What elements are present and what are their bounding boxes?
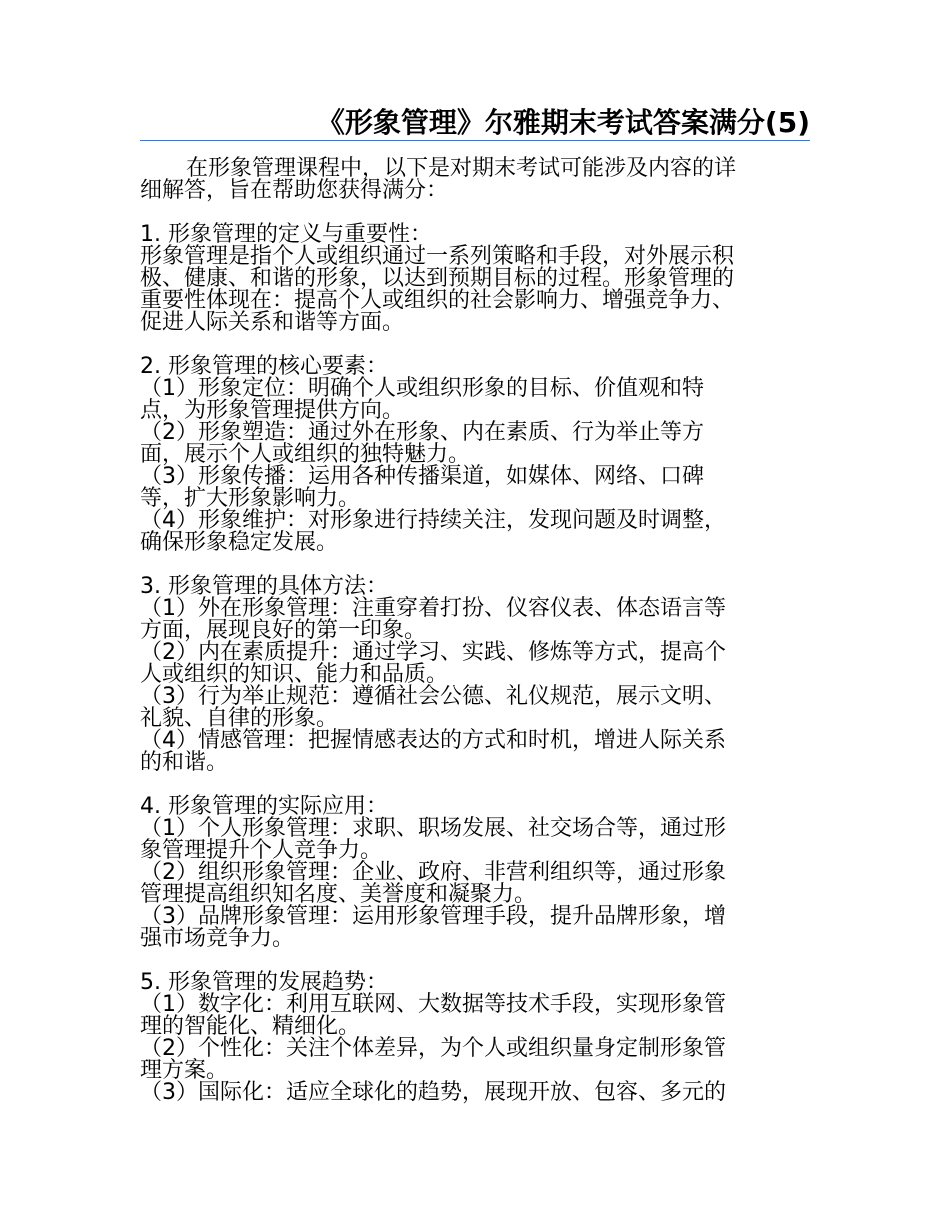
document-title: 《形象管理》尔雅期末考试答案满分(5) (316, 106, 810, 139)
section-line: （3）国际化：适应全球化的趋势，展现开放、包容、多元的 (140, 1080, 726, 1105)
section-line: 促进人际关系和谐等方面。 (140, 310, 405, 335)
section-line: 极、健康、和谐的形象，以达到预期目标的过程。形象管理的 (140, 266, 735, 291)
section-line: （4）情感管理：把握情感表达的方式和时机，增进人际关系 (140, 728, 726, 753)
section-line: （2）内在素质提升：通过学习、实践、修炼等方式，提高个 (140, 640, 726, 665)
section-line: 形象管理是指个人或组织通过一系列策略和手段，对外展示积 (140, 244, 735, 269)
section-line: （3）行为举止规范：遵循社会公德、礼仪规范，展示文明、 (140, 684, 726, 709)
section-heading: 3. 形象管理的具体方法： (140, 574, 388, 599)
section-line: （2）个性化：关注个体差异，为个人或组织量身定制形象管 (140, 1036, 726, 1061)
document-body (140, 158, 812, 1104)
paragraph-gap (140, 554, 812, 576)
intro-line: 在形象管理课程中，以下是对期末考试可能涉及内容的详 (186, 156, 737, 181)
section-line: 礼貌、自律的形象。 (140, 706, 339, 731)
section-line: （4）形象维护：对形象进行持续关注，发现问题及时调整， (140, 508, 726, 533)
section-heading: 1. 形象管理的定义与重要性： (140, 222, 432, 247)
section-methods (140, 576, 812, 774)
section-line: （1）外在形象管理：注重穿着打扮、仪容仪表、体态语言等 (140, 596, 726, 621)
section-trends (140, 972, 812, 1104)
section-line: （1）个人形象管理：求职、职场发展、社交场合等，通过形 (140, 816, 726, 841)
section-line: 理方案。 (140, 1058, 229, 1083)
section-line: （3）品牌形象管理：运用形象管理手段，提升品牌形象，增 (140, 904, 726, 929)
section-line: 管理提高组织知名度、美誉度和凝聚力。 (140, 882, 537, 907)
section-heading: 4. 形象管理的实际应用： (140, 794, 388, 819)
section-heading: 2. 形象管理的核心要素： (140, 354, 388, 379)
intro-line: 细解答，旨在帮助您获得满分： (140, 178, 449, 203)
section-applications (140, 796, 812, 950)
section-line: 面，展示个人或组织的独特魅力。 (140, 442, 471, 467)
section-line: （2）组织形象管理：企业、政府、非营利组织等，通过形象 (140, 860, 726, 885)
section-line: 重要性体现在：提高个人或组织的社会影响力、增强竞争力、 (140, 288, 735, 313)
section-line: 象管理提升个人竞争力。 (140, 838, 383, 863)
paragraph-gap (140, 202, 812, 224)
section-line: （1）数字化：利用互联网、大数据等技术手段，实现形象管 (140, 992, 726, 1017)
section-definition (140, 224, 812, 334)
title-underline (140, 140, 810, 141)
section-heading: 5. 形象管理的发展趋势： (140, 970, 388, 995)
section-line: 的和谐。 (140, 750, 229, 775)
paragraph-gap (140, 774, 812, 796)
section-line: 确保形象稳定发展。 (140, 530, 339, 555)
section-line: 点，为形象管理提供方向。 (140, 398, 405, 423)
section-line: （1）形象定位：明确个人或组织形象的目标、价值观和特 (140, 376, 704, 401)
section-line: 方面，展现良好的第一印象。 (140, 618, 427, 643)
section-line: 强市场竞争力。 (140, 926, 295, 951)
section-line: （3）形象传播：运用各种传播渠道，如媒体、网络、口碑 (140, 464, 704, 489)
paragraph-gap (140, 950, 812, 972)
section-line: 理的智能化、精细化。 (140, 1014, 361, 1039)
section-core-elements (140, 356, 812, 554)
section-line: （2）形象塑造：通过外在形象、内在素质、行为举止等方 (140, 420, 704, 445)
section-line: 人或组织的知识、能力和品质。 (140, 662, 449, 687)
section-line: 等，扩大形象影响力。 (140, 486, 361, 511)
intro-paragraph (140, 158, 812, 202)
paragraph-gap (140, 334, 812, 356)
